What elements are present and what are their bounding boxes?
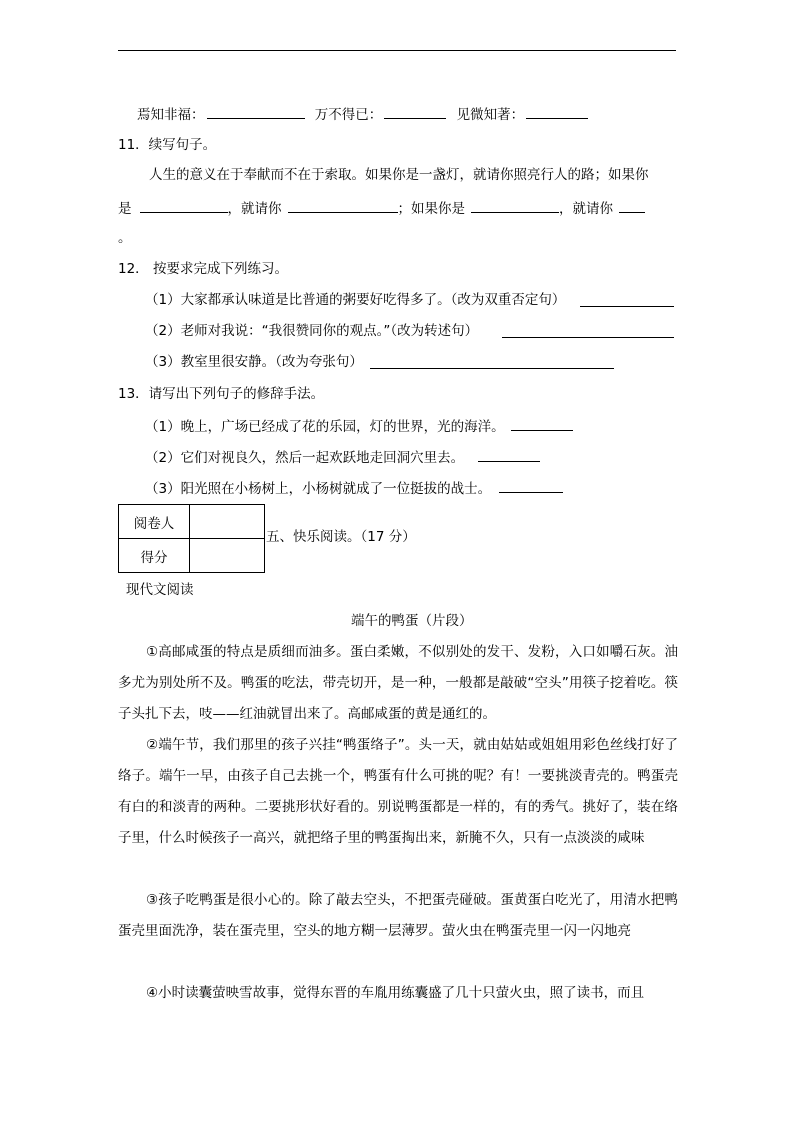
section5-heading: 五、快乐阅读。（17 分）	[266, 529, 416, 545]
q12-item-1	[145, 291, 565, 309]
q12-answer-blank-3[interactable]	[370, 354, 614, 369]
article-paragraph-1: ①高邮咸蛋的特点是质细而油多。蛋白柔嫩，不似别处的发干、发粉，入口如嚼石灰。油多尤为别处所不及。鸭蛋的吃法，带壳切开，是一种，一般都是敲破“空头”用筷子挖着吃。筷子头扎下去，吱——红油就冒出来了。高邮咸蛋的黄是通红的。	[118, 644, 678, 722]
q10-item-3-label: 见微知著：	[456, 107, 525, 123]
score-box	[118, 504, 265, 573]
q12-item-1-text: （1）大家都承认味道是比普通的粥要好吃得多了。（改为双重否定句）	[145, 292, 566, 308]
score-label: 得分	[119, 539, 190, 573]
q12-item-2-text: （2）老师对我说：“我很赞同你的观点。”（改为转述句）	[145, 323, 479, 339]
q10-answer-blank-1[interactable]	[207, 104, 305, 119]
q12-item-3	[145, 353, 363, 371]
header-rule	[118, 50, 676, 51]
q10-tail-line	[137, 104, 588, 124]
q11-blank-2[interactable]	[288, 198, 398, 213]
q11-blank-1[interactable]	[140, 198, 228, 213]
article-title: 端午的鸭蛋（片段）	[351, 613, 473, 629]
reviewer-cell[interactable]	[190, 505, 265, 539]
article-paragraph-2: ②端午节，我们那里的孩子兴挂“鸭蛋络子”。头一天，就由姑姑或姐姐用彩色丝线打好了络子。端午一早，由孩子自己去挑一个，鸭蛋有什么可挑的呢？有！一要挑淡青壳的。鸭蛋壳有白的和淡青的两种。二要挑形状好看的。别说鸭蛋都是一样的，有的秀气。挑好了，装在络子里，什么时候孩子一高兴，就把络子里的鸭蛋掏出来，新腌不久，只有一点淡淡的咸味	[118, 737, 678, 846]
q13-answer-blank-1[interactable]	[511, 416, 573, 431]
q11-blank-3[interactable]	[471, 198, 559, 213]
q11-text-b: ，就请你	[227, 201, 282, 217]
article-paragraph-3: ③孩子吃鸭蛋是很小心的。除了敲去空头，不把蛋壳碰破。蛋黄蛋白吃光了，用清水把鸭蛋壳里面洗净，装在蛋壳里，空头的地方糊一层薄罗。萤火虫在鸭蛋壳里一闪一闪地亮	[118, 892, 678, 939]
q11-fill-line	[118, 198, 645, 218]
q13-item-2	[145, 447, 540, 467]
q10-answer-blank-3[interactable]	[526, 104, 588, 119]
reviewer-label: 阅卷人	[119, 505, 190, 539]
q12-answer-blank-2[interactable]	[502, 323, 674, 338]
article-paragraph-4: ④小时读囊萤映雪故事，觉得东晋的车胤用练囊盛了几十只萤火虫，照了读书，而且	[146, 985, 645, 1001]
section5-subheading: 现代文阅读	[126, 582, 194, 598]
q13-title: 13．请写出下列句子的修辞手法。	[118, 386, 325, 402]
q13-item-3	[145, 478, 563, 498]
q12-item-3-text: （3）教室里很安静。（改为夸张句）	[145, 354, 363, 370]
q11-prompt-line: 人生的意义在于奉献而不在于索取。如果你是一盏灯，就请你照亮行人的路；如果你	[149, 167, 649, 183]
q13-item-2-text: （2）它们对视良久，然后一起欢跃地走回洞穴里去。	[145, 450, 465, 466]
q11-title: 11．续写句子。	[118, 137, 217, 153]
q12-title: 12． 按要求完成下列练习。	[118, 261, 288, 277]
q11-blank-4[interactable]	[619, 198, 645, 213]
q11-text-d: ，就请你	[559, 201, 613, 217]
q10-item-1-label: 焉知非福：	[137, 107, 205, 123]
q13-item-1	[145, 416, 573, 436]
q11-text-c: ；如果你是	[397, 201, 465, 217]
q10-answer-blank-2[interactable]	[384, 104, 446, 119]
q10-item-2-label: 万不得已：	[314, 107, 383, 123]
q12-item-2	[145, 322, 478, 340]
q12-answer-blank-1[interactable]	[580, 292, 674, 307]
q13-item-1-text: （1）晚上，广场已经成了花的乐园，灯的世界，光的海洋。	[145, 419, 505, 435]
q11-end-mark: 。	[118, 230, 132, 246]
q11-text-a: 是	[118, 201, 132, 217]
score-cell[interactable]	[190, 539, 265, 573]
q13-answer-blank-2[interactable]	[478, 447, 540, 462]
q13-item-3-text: （3）阳光照在小杨树上，小杨树就成了一位挺拔的战士。	[145, 481, 492, 497]
q13-answer-blank-3[interactable]	[499, 478, 563, 493]
